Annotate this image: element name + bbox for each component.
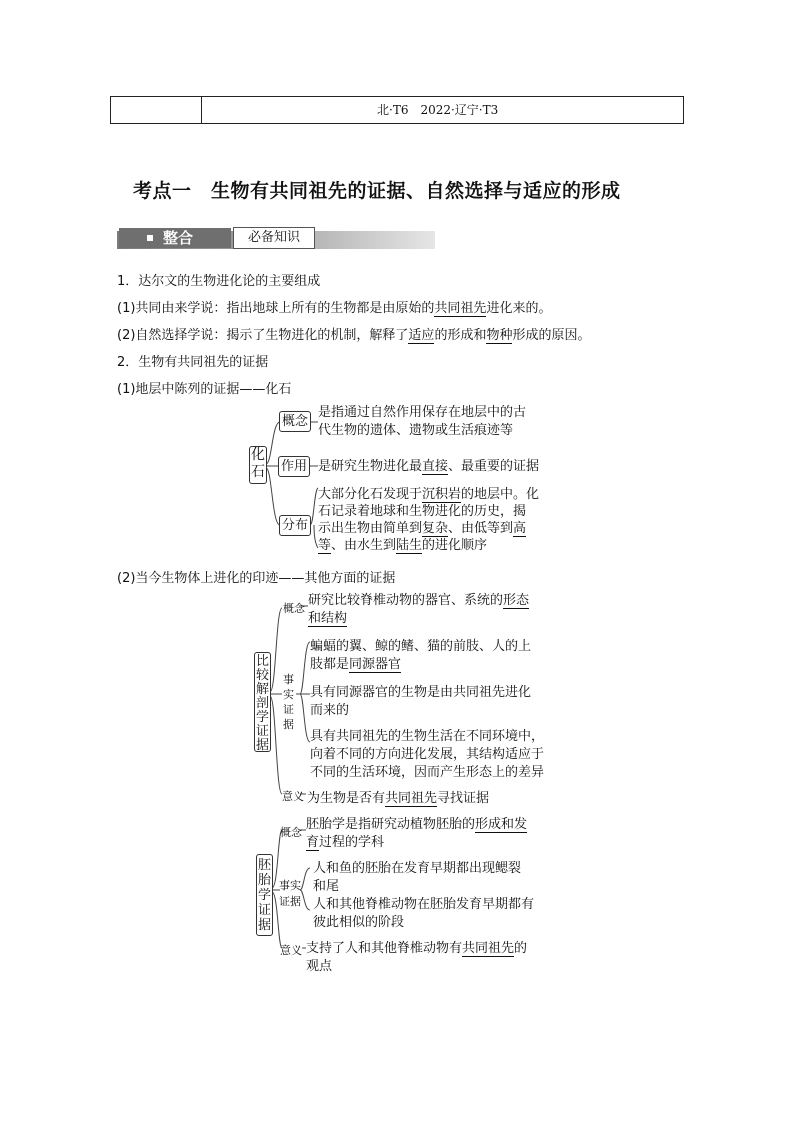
s1-heading: 1．达尔文的生物进化论的主要组成 xyxy=(117,274,321,289)
anatomy-fact2-line1: 具有同源器官的生物是由共同祖先进化 xyxy=(310,685,532,700)
fossil-dist-line3: 示出生物由简单到复杂、由低等到高 xyxy=(318,521,527,536)
anatomy-fact3-line2: 向着不同的方向进化发展，其结构适应于 xyxy=(310,747,545,762)
embryo-meaning-line2: 观点 xyxy=(306,959,333,974)
embryo-fact1-line1: 人和鱼的胚胎在发育早期都出现鳃裂 xyxy=(313,861,522,876)
table-cell-text: 北·T6 2022·辽宁·T3 xyxy=(377,103,499,117)
embryo-meaning-label: 意义 xyxy=(280,944,302,957)
embryo-root-box: 胚胎学证据 xyxy=(256,854,273,936)
fossil-concept-box: 概念 xyxy=(279,411,311,432)
banner-label: 整合 xyxy=(119,228,231,248)
fossil-distribution-box: 分布 xyxy=(279,515,311,536)
fossil-dist-line2: 石记录着地球和生物进化的历史，揭 xyxy=(318,504,527,519)
s2-sub1: (1)地层中陈列的证据——化石 xyxy=(117,382,292,397)
anatomy-fact3-line1: 具有共同祖先的生物生活在不同环境中， xyxy=(310,729,545,744)
anatomy-meaning-label: 意义 xyxy=(282,790,304,803)
embryo-fact2-line1: 人和其他脊椎动物在胚胎发育早期都有 xyxy=(313,897,535,912)
fossil-root-box: 化石 xyxy=(249,446,267,484)
embryo-concept-line2: 育过程的学科 xyxy=(306,835,385,850)
s1-line2: (2)自然选择学说：揭示了生物进化的机制，解释了适应的形成和物种形成的原因。 xyxy=(117,328,591,343)
embryo-concept-label: 概念 xyxy=(280,826,302,839)
section-title: 考点一 生物有共同祖先的证据、自然选择与适应的形成 xyxy=(133,180,621,202)
fossil-dist-line4: 等、由水生到陆生的进化顺序 xyxy=(318,538,488,553)
embryo-fact1-line2: 和尾 xyxy=(313,879,340,894)
fossil-role-box: 作用 xyxy=(278,456,310,477)
embryo-concept-line1: 胚胎学是指研究动植物胚胎的形成和发 xyxy=(306,817,528,832)
banner-tag: 必备知识 xyxy=(233,227,315,249)
s2-heading: 2．生物有共同祖先的证据 xyxy=(117,355,269,370)
anatomy-concept-line1: 研究比较脊椎动物的器官、系统的形态 xyxy=(308,593,530,608)
anatomy-fact1-line1: 蝙蝠的翼、鲸的鳍、猫的前肢、人的上 xyxy=(310,639,532,654)
anatomy-root-box: 比较解剖学证据 xyxy=(256,654,270,753)
anatomy-meaning-text: 为生物是否有共同祖先寻找证据 xyxy=(307,791,490,806)
anatomy-concept-line2: 和结构 xyxy=(308,611,348,626)
embryo-fact2-line2: 彼此相似的阶段 xyxy=(313,915,405,930)
fossil-concept-line1: 是指通过自然作用保存在地层中的古 xyxy=(318,405,527,420)
s1-line1: (1)共同由来学说：指出地球上所有的生物都是由原始的共同祖先进化来的。 xyxy=(117,301,552,316)
fossil-dist-line1: 大部分化石发现于沉积岩的地层中。化 xyxy=(318,487,540,502)
embryo-meaning-line1: 支持了人和其他脊椎动物有共同祖先的 xyxy=(306,941,528,956)
embryo-fact-label: 事实证据 xyxy=(279,879,301,908)
anatomy-fact1-line2: 肢都是同源器官 xyxy=(310,657,402,672)
s2-sub2: (2)当今生物体上进化的印迹——其他方面的证据 xyxy=(117,571,396,586)
anatomy-concept-label: 概念 xyxy=(283,602,305,615)
anatomy-fact-label: 事实证据 xyxy=(283,673,294,731)
fossil-concept-line2: 代生物的遗体、遗物或生活痕迹等 xyxy=(318,423,514,438)
fossil-role-text: 是研究生物进化最直接、最重要的证据 xyxy=(318,459,540,474)
anatomy-fact2-line2: 而来的 xyxy=(310,703,350,718)
anatomy-fact3-line3: 不同的生活环境，因而产生形态上的差异 xyxy=(310,765,545,780)
